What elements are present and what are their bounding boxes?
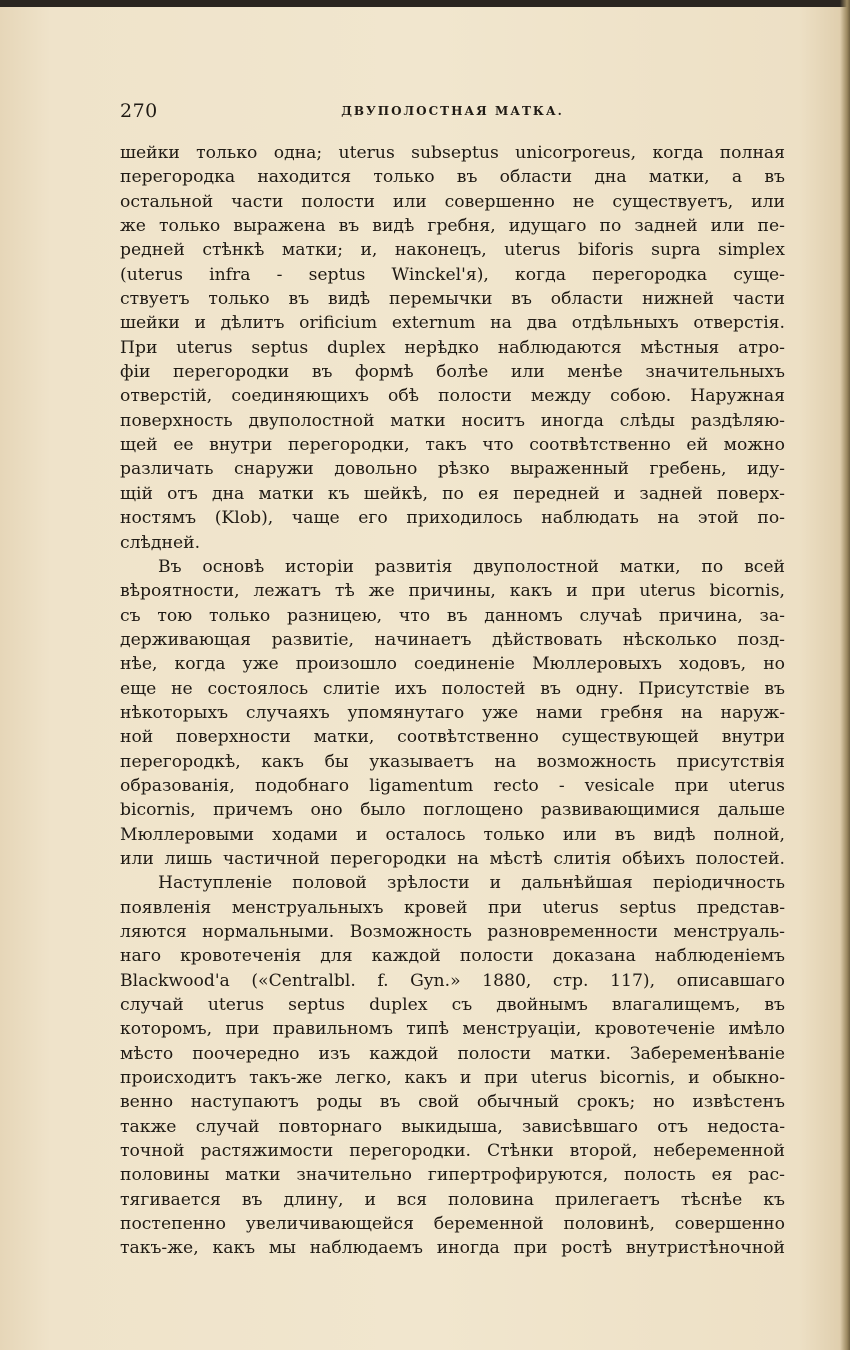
scan-top-border	[0, 0, 850, 7]
text-line: Мюллеровыми ходами и осталось только или въ видѣ полной,	[120, 824, 785, 845]
paragraph	[120, 141, 785, 555]
text-line: происходитъ такъ-же легко, какъ и при uterus bicornis, и обыкно-	[120, 1068, 785, 1089]
text-line: редней стѣнкѣ матки; и, наконецъ, uterus biforis supra simplex	[120, 240, 785, 261]
text-line: Blackwood'а («Centralbl. f. Gyn.» 1880, стр. 117), описавшаго	[120, 970, 785, 991]
text-line: фіи перегородки въ формѣ болѣе или менѣе значительныхъ	[120, 362, 785, 383]
text-line: остальной части полости или совершенно не существуетъ, или	[120, 191, 785, 212]
text-line: ляются нормальными. Возможность разновременности менструаль-	[120, 922, 785, 942]
text-line: перегородкѣ, какъ бы указываетъ на возможность присутствія	[120, 751, 785, 772]
text-line: появленія менструальныхъ кровей при uterus septus представ-	[120, 897, 785, 918]
text-line: случай uterus septus duplex съ двойнымъ влагалищемъ, въ	[120, 995, 785, 1016]
text-line: мѣсто поочередно изъ каждой полости матки. Забеременѣваніе	[120, 1043, 785, 1064]
text-line: Въ основѣ исторіи развитія двуполостной матки, по всей	[158, 556, 785, 577]
text-line: которомъ, при правильномъ типѣ менструаціи, кровотеченіе имѣло	[120, 1019, 785, 1040]
text-line: слѣдней.	[120, 532, 201, 553]
text-line: шейки только одна; uterus subseptus unicorporeus, когда полная	[120, 143, 785, 163]
text-line: перегородка находится только въ области дна матки, а въ	[120, 167, 785, 188]
text-line: вѣроятности, лежатъ тѣ же причины, какъ и при uterus bicornis,	[120, 581, 785, 602]
text-line: нѣкоторыхъ случаяхъ упомянутаго уже нами гребня на наруж-	[120, 702, 785, 723]
page-header	[120, 100, 785, 122]
text-line: образованія, подобнаго ligamentum recto - vesicale при uterus	[120, 775, 785, 796]
body-text	[120, 141, 785, 1261]
text-line: Наступленіе половой зрѣлости и дальнѣйшая періодичность	[158, 873, 785, 894]
text-line: такъ-же, какъ мы наблюдаемъ иногда при ростѣ внутристѣночной	[120, 1238, 785, 1259]
text-line: ствуетъ только въ видѣ перемычки въ области нижней части	[120, 289, 785, 310]
text-line: щій отъ дна матки къ шейкѣ, по ея передней и задней поверх-	[120, 483, 785, 504]
text-line: различать снаружи довольно рѣзко выраженный гребень, иду-	[120, 459, 785, 480]
scan-right-edge	[840, 0, 850, 1350]
text-line: нѣе, когда уже произошло соединеніе Мюллеровыхъ ходовъ, но	[120, 654, 785, 675]
text-line: ной поверхности матки, соотвѣтственно существующей внутри	[120, 727, 785, 748]
text-line: постепенно увеличивающейся беременной половинѣ, совершенно	[120, 1214, 785, 1235]
text-line: венно наступаютъ роды въ свой обычный срокъ; но извѣстенъ	[120, 1092, 785, 1113]
text-line: съ тою только разницею, что въ данномъ случаѣ причина, за-	[120, 605, 785, 626]
text-line: тягивается въ длину, и вся половина прилегаетъ тѣснѣе къ	[120, 1189, 785, 1210]
text-line: поверхность двуполостной матки носитъ иногда слѣды раздѣляю-	[120, 410, 785, 431]
text-line: отверстій, соединяющихъ обѣ полости между собою. Наружная	[120, 386, 785, 407]
text-line: щей ее внутри перегородки, такъ что соотвѣтственно ей можно	[120, 435, 785, 456]
running-title: ДВУПОЛОСТНАЯ МАТКА.	[341, 104, 564, 118]
paragraph	[120, 555, 785, 871]
text-line: же только выражена въ видѣ гребня, идущаго по задней или пе-	[120, 216, 785, 237]
text-line: также случай повторнаго выкидыша, зависѣвшаго отъ недоста-	[120, 1116, 785, 1137]
paragraph	[120, 871, 785, 1261]
text-line: или лишь частичной перегородки на мѣстѣ слитія обѣихъ полостей.	[120, 848, 785, 869]
page-number: 270	[120, 100, 158, 122]
text-line: (uterus infra - septus Winckel'я), когда перегородка суще-	[120, 264, 785, 285]
text-line: При uterus septus duplex нерѣдко наблюдаются мѣстныя атро-	[120, 337, 785, 358]
text-line: держивающая развитіе, начинаетъ дѣйствовать нѣсколько позд-	[120, 629, 785, 650]
text-line: точной растяжимости перегородки. Стѣнки второй, небеременной	[120, 1141, 785, 1162]
text-line: шейки и дѣлитъ orificium externum на два отдѣльныхъ отверстія.	[120, 313, 785, 334]
text-line: еще не состоялось слитіе ихъ полостей въ одну. Присутствіе въ	[120, 678, 785, 699]
text-line: половины матки значительно гипертрофируются, полость ея рас-	[120, 1165, 785, 1186]
text-line: ностямъ (Klob), чаще его приходилось наблюдать на этой по-	[120, 508, 785, 529]
text-line: bicornis, причемъ оно было поглощено развивающимися дальше	[120, 800, 785, 821]
text-line: наго кровотеченія для каждой полости доказана наблюденіемъ	[120, 946, 785, 967]
